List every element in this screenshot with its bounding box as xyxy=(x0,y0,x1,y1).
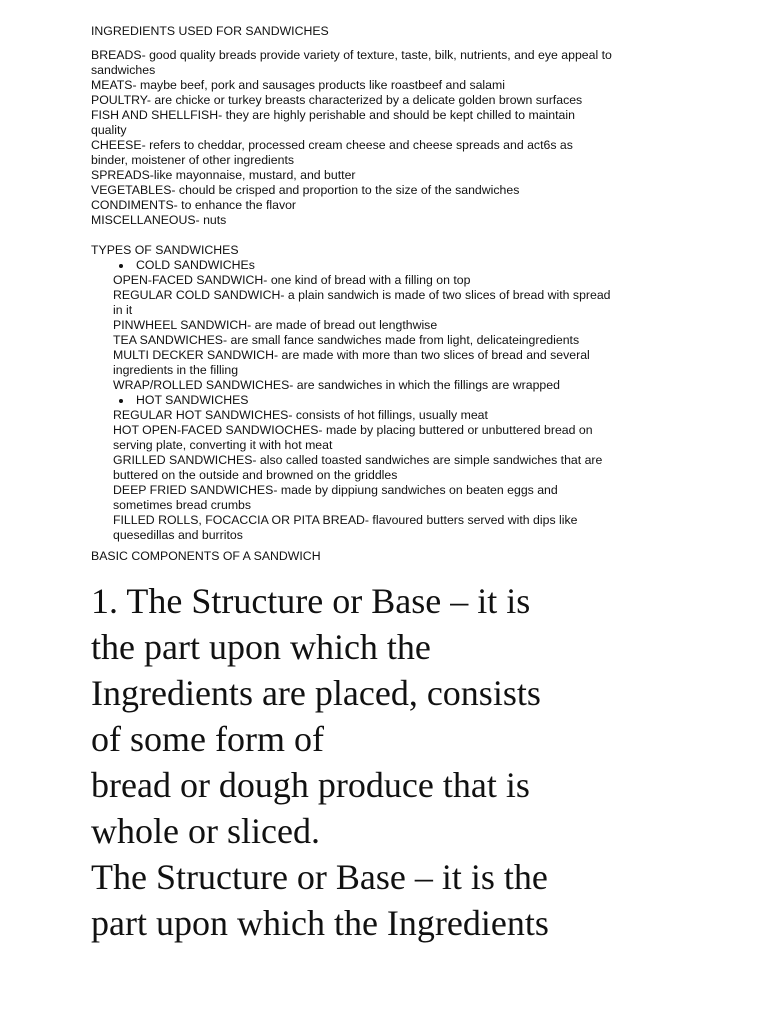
large-text-section xyxy=(91,578,691,946)
large-text-line: the part upon which the xyxy=(91,627,431,667)
bullet-icon xyxy=(119,399,123,403)
cold-sandwich-line: in it xyxy=(113,303,133,317)
small-text-section xyxy=(91,24,691,564)
ingredient-line: sandwiches xyxy=(91,63,156,77)
ingredient-line: POULTRY- are chicke or turkey breasts characterized by a delicate golden brown surfaces xyxy=(91,93,583,107)
hot-sandwich-list xyxy=(91,408,691,543)
large-text-line: whole or sliced. xyxy=(91,811,320,851)
ingredient-line: FISH AND SHELLFISH- they are highly perishable and should be kept chilled to maintain xyxy=(91,108,575,122)
ingredient-line: BREADS- good quality breads provide variety of texture, taste, bilk, nutrients, and eye appeal to xyxy=(91,48,612,62)
hot-sandwich-line: serving plate, converting it with hot meat xyxy=(113,438,333,452)
ingredient-line: CHEESE- refers to cheddar, processed cream cheese and cheese spreads and act6s as xyxy=(91,138,573,152)
ingredient-line: SPREADS-like mayonnaise, mustard, and butter xyxy=(91,168,356,182)
spacer xyxy=(91,228,691,243)
document-page xyxy=(91,24,691,946)
ingredient-line: MEATS- maybe beef, pork and sausages products like roastbeef and salami xyxy=(91,78,505,92)
hot-bullet xyxy=(91,393,691,408)
large-text-line: part upon which the Ingredients xyxy=(91,903,549,943)
large-text-line: Ingredients are placed, consists xyxy=(91,673,541,713)
ingredient-line: binder, moistener of other ingredients xyxy=(91,153,295,167)
cold-bullet xyxy=(91,258,691,273)
ingredient-line: VEGETABLES- chould be crisped and proportion to the size of the sandwiches xyxy=(91,183,520,197)
cold-sandwich-line: OPEN-FACED SANDWICH- one kind of bread with a filling on top xyxy=(113,273,471,287)
hot-sandwich-line: buttered on the outside and browned on the griddles xyxy=(113,468,398,482)
cold-sandwich-line: MULTI DECKER SANDWICH- are made with more than two slices of bread and several xyxy=(113,348,590,362)
hot-sandwich-line: DEEP FRIED SANDWICHES- made by dippiung sandwiches on beaten eggs and xyxy=(113,483,558,497)
hot-sandwich-line: GRILLED SANDWICHES- also called toasted sandwiches are simple sandwiches that are xyxy=(113,453,603,467)
hot-sandwich-line: HOT OPEN-FACED SANDWIOCHES- made by placing buttered or unbuttered bread on xyxy=(113,423,593,437)
large-text-line: 1. The Structure or Base – it is xyxy=(91,581,531,621)
hot-sandwich-line: REGULAR HOT SANDWICHES- consists of hot fillings, usually meat xyxy=(113,408,488,422)
ingredients-list xyxy=(91,48,691,228)
ingredient-line: MISCELLANEOUS- nuts xyxy=(91,213,227,227)
cold-sandwich-line: ingredients in the filling xyxy=(113,363,239,377)
cold-sandwich-list xyxy=(91,273,691,393)
large-text-line: of some form of xyxy=(91,719,324,759)
types-heading: TYPES OF SANDWICHES xyxy=(91,243,239,257)
cold-sandwich-line: WRAP/ROLLED SANDWICHES- are sandwiches in which the fillings are wrapped xyxy=(113,378,560,392)
bullet-icon xyxy=(119,264,123,268)
spacer xyxy=(91,39,691,48)
hot-sandwich-line: quesedillas and burritos xyxy=(113,528,243,542)
cold-sandwich-line: REGULAR COLD SANDWICH- a plain sandwich is made of two slices of bread with spread xyxy=(113,288,611,302)
cold-bullet-label: COLD SANDWICHEs xyxy=(136,258,255,272)
hot-sandwich-line: FILLED ROLLS, FOCACCIA OR PITA BREAD- flavoured butters served with dips like xyxy=(113,513,578,527)
title-heading: INGREDIENTS USED FOR SANDWICHES xyxy=(91,24,329,38)
ingredient-line: quality xyxy=(91,123,127,137)
large-text-line: The Structure or Base – it is the xyxy=(91,857,548,897)
ingredient-line: CONDIMENTS- to enhance the flavor xyxy=(91,198,297,212)
cold-sandwich-line: PINWHEEL SANDWICH- are made of bread out lengthwise xyxy=(113,318,438,332)
large-text-line: bread or dough produce that is xyxy=(91,765,530,805)
basic-components-heading: BASIC COMPONENTS OF A SANDWICH xyxy=(91,549,321,563)
cold-sandwich-line: TEA SANDWICHES- are small fance sandwiches made from light, delicateingredients xyxy=(113,333,580,347)
hot-bullet-label: HOT SANDWICHES xyxy=(136,393,249,407)
hot-sandwich-line: sometimes bread crumbs xyxy=(113,498,252,512)
